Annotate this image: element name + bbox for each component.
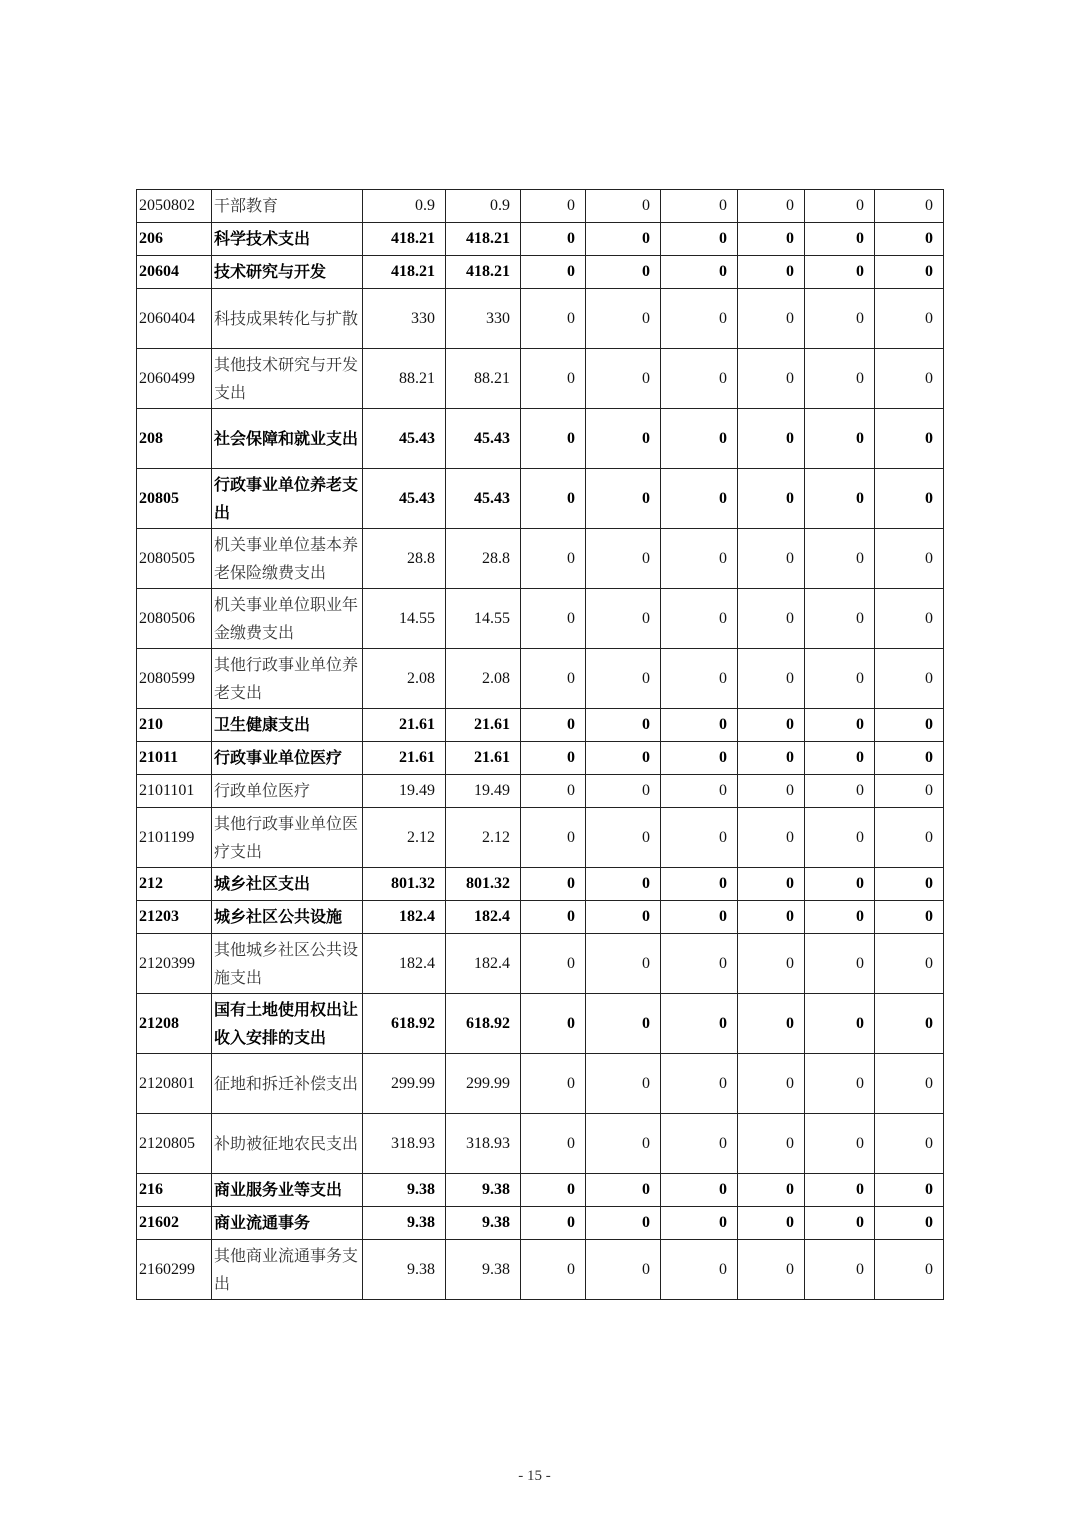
row-value: 28.8	[363, 529, 446, 589]
table-row	[137, 1114, 944, 1174]
row-name: 行政事业单位医疗	[212, 742, 363, 775]
row-value: 0	[521, 775, 586, 808]
table-row	[137, 469, 944, 529]
row-value: 0	[586, 1207, 661, 1240]
row-value: 0	[586, 1114, 661, 1174]
row-value: 418.21	[446, 223, 521, 256]
row-value: 45.43	[363, 469, 446, 529]
row-value: 0	[875, 901, 944, 934]
row-value: 0	[738, 1207, 805, 1240]
row-value: 0	[521, 469, 586, 529]
row-value: 45.43	[446, 409, 521, 469]
row-value: 0	[661, 742, 738, 775]
row-value: 14.55	[363, 589, 446, 649]
row-value: 0	[521, 901, 586, 934]
row-name: 其他行政事业单位养老支出	[212, 649, 363, 709]
row-value: 801.32	[446, 868, 521, 901]
row-value: 0	[586, 1174, 661, 1207]
row-value: 0	[875, 934, 944, 994]
row-value: 0	[586, 649, 661, 709]
row-value: 0	[738, 1114, 805, 1174]
row-value: 182.4	[363, 901, 446, 934]
table-row	[137, 223, 944, 256]
row-value: 21.61	[446, 709, 521, 742]
row-value: 0	[805, 994, 875, 1054]
row-value: 0	[875, 742, 944, 775]
row-code: 2060499	[137, 349, 212, 409]
row-code: 2101101	[137, 775, 212, 808]
row-value: 0	[875, 868, 944, 901]
row-value: 299.99	[446, 1054, 521, 1114]
row-value: 330	[363, 289, 446, 349]
row-value: 0	[875, 529, 944, 589]
row-value: 0	[875, 469, 944, 529]
row-value: 0	[738, 409, 805, 469]
row-value: 0	[661, 223, 738, 256]
row-value: 88.21	[446, 349, 521, 409]
row-value: 0	[738, 289, 805, 349]
row-value: 0	[521, 868, 586, 901]
row-value: 0	[875, 190, 944, 223]
row-value: 0	[586, 742, 661, 775]
row-value: 0	[875, 1207, 944, 1240]
row-name: 其他商业流通事务支出	[212, 1240, 363, 1300]
table-row	[137, 775, 944, 808]
row-value: 0	[586, 223, 661, 256]
row-value: 0	[661, 256, 738, 289]
row-code: 216	[137, 1174, 212, 1207]
table-row	[137, 190, 944, 223]
row-name: 城乡社区支出	[212, 868, 363, 901]
table-row	[137, 1207, 944, 1240]
row-name: 科学技术支出	[212, 223, 363, 256]
row-value: 618.92	[363, 994, 446, 1054]
table-row	[137, 256, 944, 289]
row-code: 21011	[137, 742, 212, 775]
table-row	[137, 868, 944, 901]
row-value: 0	[586, 409, 661, 469]
row-value: 0	[875, 256, 944, 289]
table-row	[137, 934, 944, 994]
row-value: 21.61	[363, 742, 446, 775]
row-value: 0	[521, 223, 586, 256]
row-value: 21.61	[363, 709, 446, 742]
row-value: 0	[661, 775, 738, 808]
row-value: 418.21	[363, 223, 446, 256]
row-name: 行政单位医疗	[212, 775, 363, 808]
row-value: 0	[661, 1240, 738, 1300]
row-value: 0	[805, 223, 875, 256]
row-value: 0	[586, 1240, 661, 1300]
row-value: 0	[875, 649, 944, 709]
row-value: 618.92	[446, 994, 521, 1054]
row-value: 0	[661, 1054, 738, 1114]
row-value: 0	[521, 1240, 586, 1300]
table-row	[137, 529, 944, 589]
table-row	[137, 709, 944, 742]
row-value: 0	[661, 190, 738, 223]
row-value: 0.9	[363, 190, 446, 223]
row-value: 418.21	[446, 256, 521, 289]
row-value: 0	[875, 709, 944, 742]
row-value: 0	[661, 901, 738, 934]
row-value: 0	[875, 223, 944, 256]
row-value: 0	[875, 589, 944, 649]
row-name: 补助被征地农民支出	[212, 1114, 363, 1174]
row-value: 0	[738, 1054, 805, 1114]
row-name: 城乡社区公共设施	[212, 901, 363, 934]
row-value: 318.93	[446, 1114, 521, 1174]
row-value: 0	[805, 934, 875, 994]
row-value: 0	[805, 649, 875, 709]
row-value: 318.93	[363, 1114, 446, 1174]
row-value: 0	[805, 349, 875, 409]
row-value: 182.4	[363, 934, 446, 994]
row-value: 14.55	[446, 589, 521, 649]
row-name: 国有土地使用权出让收入安排的支出	[212, 994, 363, 1054]
row-value: 0	[805, 409, 875, 469]
row-value: 0	[586, 289, 661, 349]
row-value: 0	[805, 1174, 875, 1207]
row-value: 0	[738, 868, 805, 901]
row-code: 2080506	[137, 589, 212, 649]
table-row	[137, 649, 944, 709]
row-name: 征地和拆迁补偿支出	[212, 1054, 363, 1114]
row-value: 0	[738, 469, 805, 529]
row-value: 0.9	[446, 190, 521, 223]
row-value: 0	[586, 901, 661, 934]
row-code: 2120805	[137, 1114, 212, 1174]
row-value: 0	[805, 190, 875, 223]
row-value: 0	[738, 934, 805, 994]
row-code: 20604	[137, 256, 212, 289]
row-value: 2.12	[446, 808, 521, 868]
row-name: 卫生健康支出	[212, 709, 363, 742]
row-value: 0	[738, 709, 805, 742]
row-value: 0	[521, 934, 586, 994]
row-value: 0	[661, 529, 738, 589]
row-value: 0	[875, 349, 944, 409]
row-code: 21208	[137, 994, 212, 1054]
table-row	[137, 1240, 944, 1300]
row-value: 9.38	[363, 1174, 446, 1207]
table-row	[137, 742, 944, 775]
row-value: 0	[521, 1174, 586, 1207]
row-value: 0	[586, 469, 661, 529]
row-value: 0	[805, 901, 875, 934]
row-value: 0	[661, 349, 738, 409]
row-value: 0	[521, 190, 586, 223]
row-name: 其他技术研究与开发支出	[212, 349, 363, 409]
row-value: 0	[586, 256, 661, 289]
row-value: 182.4	[446, 901, 521, 934]
row-value: 9.38	[446, 1240, 521, 1300]
row-value: 0	[586, 934, 661, 994]
row-value: 0	[521, 1054, 586, 1114]
row-value: 0	[805, 1054, 875, 1114]
row-value: 0	[738, 808, 805, 868]
row-value: 0	[661, 1174, 738, 1207]
row-value: 0	[521, 349, 586, 409]
row-value: 299.99	[363, 1054, 446, 1114]
row-name: 商业服务业等支出	[212, 1174, 363, 1207]
row-value: 0	[521, 529, 586, 589]
row-value: 0	[738, 223, 805, 256]
row-value: 0	[738, 589, 805, 649]
row-value: 0	[521, 709, 586, 742]
row-value: 0	[805, 1240, 875, 1300]
row-value: 0	[738, 1240, 805, 1300]
row-value: 45.43	[446, 469, 521, 529]
row-value: 9.38	[363, 1240, 446, 1300]
row-value: 0	[805, 289, 875, 349]
row-value: 182.4	[446, 934, 521, 994]
row-value: 0	[586, 808, 661, 868]
table-row	[137, 409, 944, 469]
row-value: 0	[661, 589, 738, 649]
row-code: 21602	[137, 1207, 212, 1240]
table-row	[137, 1054, 944, 1114]
row-value: 0	[586, 994, 661, 1054]
row-code: 208	[137, 409, 212, 469]
row-value: 0	[875, 808, 944, 868]
row-value: 21.61	[446, 742, 521, 775]
row-value: 0	[805, 1207, 875, 1240]
row-name: 机关事业单位基本养老保险缴费支出	[212, 529, 363, 589]
table-row	[137, 289, 944, 349]
row-value: 0	[521, 256, 586, 289]
row-name: 行政事业单位养老支出	[212, 469, 363, 529]
row-value: 0	[521, 409, 586, 469]
row-value: 0	[805, 589, 875, 649]
row-name: 社会保障和就业支出	[212, 409, 363, 469]
row-value: 0	[805, 709, 875, 742]
row-name: 技术研究与开发	[212, 256, 363, 289]
row-code: 20805	[137, 469, 212, 529]
row-value: 0	[805, 469, 875, 529]
row-value: 0	[805, 808, 875, 868]
table-row	[137, 349, 944, 409]
row-name: 其他行政事业单位医疗支出	[212, 808, 363, 868]
row-value: 0	[875, 994, 944, 1054]
row-value: 0	[738, 994, 805, 1054]
row-value: 9.38	[446, 1174, 521, 1207]
row-value: 19.49	[363, 775, 446, 808]
row-value: 0	[738, 529, 805, 589]
row-value: 0	[586, 529, 661, 589]
row-value: 0	[586, 709, 661, 742]
row-value: 0	[738, 742, 805, 775]
row-value: 0	[521, 742, 586, 775]
row-value: 9.38	[363, 1207, 446, 1240]
row-value: 2.12	[363, 808, 446, 868]
row-value: 0	[661, 649, 738, 709]
table-row	[137, 589, 944, 649]
row-value: 0	[738, 901, 805, 934]
row-value: 0	[521, 589, 586, 649]
row-value: 0	[738, 349, 805, 409]
row-value: 0	[875, 409, 944, 469]
row-value: 0	[805, 775, 875, 808]
row-value: 0	[738, 649, 805, 709]
budget-table	[136, 189, 944, 1300]
row-value: 0	[738, 1174, 805, 1207]
row-value: 0	[661, 934, 738, 994]
row-code: 2050802	[137, 190, 212, 223]
row-value: 0	[521, 289, 586, 349]
page-number: - 15 -	[518, 1468, 551, 1484]
row-name: 机关事业单位职业年金缴费支出	[212, 589, 363, 649]
row-value: 0	[586, 868, 661, 901]
row-code: 2080505	[137, 529, 212, 589]
row-value: 0	[661, 994, 738, 1054]
row-value: 2.08	[446, 649, 521, 709]
row-value: 2.08	[363, 649, 446, 709]
row-value: 0	[521, 1114, 586, 1174]
row-value: 330	[446, 289, 521, 349]
row-value: 0	[521, 808, 586, 868]
row-value: 0	[586, 775, 661, 808]
row-value: 0	[661, 868, 738, 901]
row-code: 206	[137, 223, 212, 256]
row-value: 0	[661, 808, 738, 868]
row-value: 0	[805, 1114, 875, 1174]
row-code: 2120399	[137, 934, 212, 994]
row-value: 0	[661, 709, 738, 742]
row-value: 0	[738, 775, 805, 808]
row-value: 0	[875, 1240, 944, 1300]
row-name: 科技成果转化与扩散	[212, 289, 363, 349]
row-value: 801.32	[363, 868, 446, 901]
row-code: 21203	[137, 901, 212, 934]
row-value: 0	[521, 994, 586, 1054]
row-value: 0	[661, 1207, 738, 1240]
row-value: 0	[661, 469, 738, 529]
row-value: 0	[661, 289, 738, 349]
row-value: 45.43	[363, 409, 446, 469]
row-value: 0	[521, 1207, 586, 1240]
row-name: 干部教育	[212, 190, 363, 223]
row-name: 其他城乡社区公共设施支出	[212, 934, 363, 994]
row-value: 0	[738, 256, 805, 289]
row-code: 2101199	[137, 808, 212, 868]
row-value: 0	[586, 1054, 661, 1114]
table-row	[137, 808, 944, 868]
row-code: 210	[137, 709, 212, 742]
row-name: 商业流通事务	[212, 1207, 363, 1240]
row-value: 0	[805, 742, 875, 775]
row-code: 2160299	[137, 1240, 212, 1300]
row-value: 0	[805, 256, 875, 289]
row-value: 0	[875, 775, 944, 808]
table-row	[137, 1174, 944, 1207]
row-value: 0	[661, 409, 738, 469]
row-value: 88.21	[363, 349, 446, 409]
row-value: 0	[875, 1054, 944, 1114]
row-code: 2080599	[137, 649, 212, 709]
row-value: 0	[738, 190, 805, 223]
row-code: 2060404	[137, 289, 212, 349]
row-value: 0	[586, 349, 661, 409]
table-row	[137, 994, 944, 1054]
table-body	[137, 190, 944, 1300]
row-value: 0	[521, 649, 586, 709]
row-value: 19.49	[446, 775, 521, 808]
row-value: 0	[875, 1174, 944, 1207]
row-value: 0	[661, 1114, 738, 1174]
row-value: 28.8	[446, 529, 521, 589]
row-value: 418.21	[363, 256, 446, 289]
row-code: 212	[137, 868, 212, 901]
row-value: 0	[805, 529, 875, 589]
row-value: 0	[875, 1114, 944, 1174]
row-code: 2120801	[137, 1054, 212, 1114]
table-row	[137, 901, 944, 934]
row-value: 0	[875, 289, 944, 349]
row-value: 0	[805, 868, 875, 901]
row-value: 0	[586, 190, 661, 223]
row-value: 0	[586, 589, 661, 649]
row-value: 9.38	[446, 1207, 521, 1240]
